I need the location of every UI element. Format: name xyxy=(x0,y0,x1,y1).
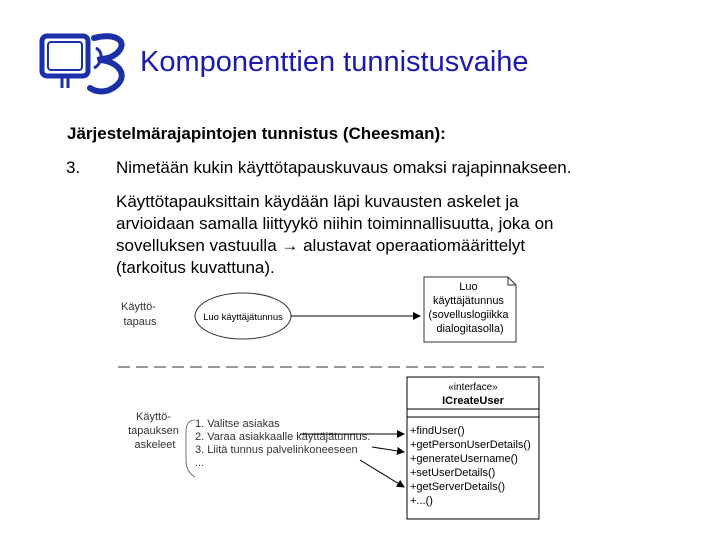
university-logo xyxy=(38,30,136,104)
steps-label xyxy=(128,411,182,451)
paragraph-line: (tarkoitus kuvattuna). xyxy=(116,258,275,277)
step-arrow xyxy=(372,447,404,452)
use-case-label xyxy=(121,301,159,328)
operation: +getPersonUserDetails() xyxy=(410,439,531,451)
use-case-label-line: tapaus xyxy=(123,316,157,328)
uml-diagram xyxy=(110,272,560,522)
slide-title: Komponenttien tunnistusvaihe xyxy=(140,46,529,78)
paragraph-line: sovelluksen vastuulla → alustavat operaatiomäärittelyt xyxy=(116,236,526,255)
step-item: 1. Valitse asiakas xyxy=(195,418,280,430)
list-item-text: Nimetään kukin käyttötapauskuvaus omaksi rajapinnakseen. xyxy=(116,158,572,177)
step-item: 2. Varaa asiakkaalle käyttäjätunnus. xyxy=(195,431,371,443)
note-line: käyttäjätunnus xyxy=(433,295,504,307)
operation: +generateUsername() xyxy=(410,453,518,465)
use-case-label-line: Käyttö- xyxy=(121,301,156,313)
use-case-name: Luo käyttäjätunnus xyxy=(203,312,283,323)
operation: +...() xyxy=(410,495,433,507)
section-heading: Järjestelmärajapintojen tunnistus (Cheesman): xyxy=(67,124,446,143)
operation: +setUserDetails() xyxy=(410,467,496,479)
steps-label-line: askeleet xyxy=(134,439,176,451)
steps-brace xyxy=(186,420,195,477)
note-line: (sovelluslogiikka xyxy=(428,309,509,321)
note-line: Luo xyxy=(459,281,478,293)
interface-name: ICreateUser xyxy=(442,395,504,407)
step-item: 3. Liitä tunnus palvelinkoneeseen xyxy=(195,444,358,456)
paragraph-line: arvioidaan samalla liittyykö niihin toiminnallisuutta, joka on xyxy=(116,214,554,233)
operation: +findUser() xyxy=(410,425,465,437)
operation: +getServerDetails() xyxy=(410,481,506,493)
list-item-number: 3. xyxy=(66,158,81,177)
interface-stereotype: «interface» xyxy=(448,382,498,393)
operation-note xyxy=(424,277,516,342)
note-line: dialogitasolla) xyxy=(436,323,504,335)
step-item: ... xyxy=(195,457,205,469)
step-arrow xyxy=(360,460,404,487)
explanation-paragraph xyxy=(116,191,676,279)
steps-label-line: Käyttö- xyxy=(136,411,171,423)
interface-class-box xyxy=(407,377,539,519)
paragraph-line: Käyttötapauksittain käydään läpi kuvausten askelet ja xyxy=(116,192,519,211)
steps-label-line: tapauksen xyxy=(128,425,179,437)
steps-list xyxy=(195,418,373,469)
